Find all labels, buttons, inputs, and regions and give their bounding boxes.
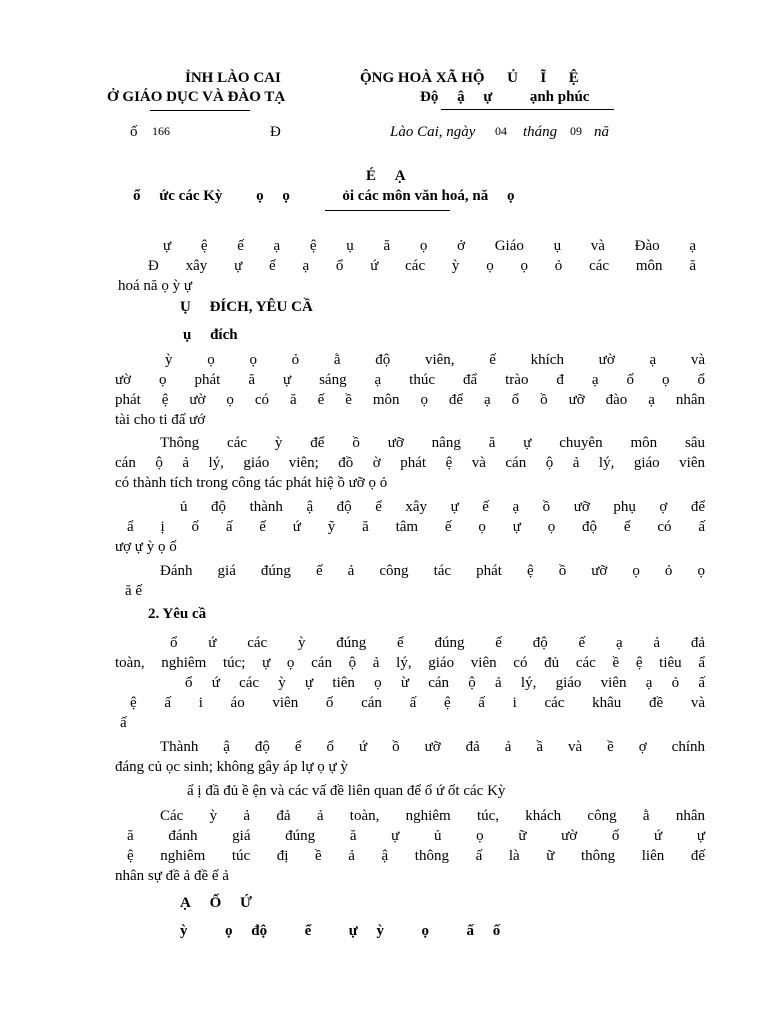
- paragraph-line: ă ế: [125, 583, 143, 599]
- paragraph-line: có thành tích trong công tác phát hiệ ồ ưỡ ọ ỏ: [115, 475, 388, 491]
- paragraph-line: ẩ ị ố ấ ế ứ ỹ ă tâm ế ọ ự ọ độ ể có ấ: [127, 519, 705, 535]
- paragraph-line: ủ độ thành ậ độ ể xây ự ế ạ ồ ưỡ phụ ợ để: [180, 499, 705, 515]
- intro-paragraph: [118, 236, 696, 296]
- purpose-paragraph-2: [115, 433, 705, 493]
- doc-number: 166: [152, 124, 170, 138]
- purpose-paragraph-4: [115, 561, 705, 601]
- national-motto: Độ ậ ự ạnh phúc: [420, 89, 590, 105]
- doc-number-suffix: Đ: [270, 124, 281, 140]
- purpose-paragraph-1: [115, 350, 705, 430]
- paragraph-line: ă đánh giá đúng ă ự ủ ọ ữ ườ ố ứ ự: [127, 828, 705, 844]
- paragraph-line: Thành ậ độ ể ổ ứ ồ ưỡ đả ả ầ và ề ợ chính: [160, 739, 705, 755]
- paragraph-line: ổ ứ các ỳ đúng ế đúng ế độ ế ạ ả đả: [170, 635, 705, 651]
- motto-underline: [441, 109, 614, 110]
- paragraph-line: đáng củ ọc sinh; không gây áp lự ọ ự ỳ: [115, 759, 348, 775]
- doc-number-prefix: ố: [130, 124, 138, 140]
- place-date-prefix: Lào Cai, ngày: [390, 124, 476, 140]
- agency-name: ỈNH LÀO CAI: [185, 70, 281, 86]
- paragraph-line: ệ ấ i áo viên ố cán ấ ệ ấ i các khâu đề và: [130, 695, 705, 711]
- paragraph-line: ệ nghiêm túc đị ề ả ậ thông ấ là ữ thông liên đế: [127, 848, 705, 864]
- paragraph-line: Thông các ỳ để ồ ưỡ nâng ă ự chuyên môn sâu: [160, 435, 705, 451]
- paragraph-line: ườ ọ phát ă ự sáng ạ thúc đẩ trào đ ạ ố ọ ổ: [115, 372, 705, 388]
- paragraph-line: Các ỳ ả đả ả toàn, nghiêm túc, khách công ằ nhân: [160, 808, 705, 824]
- requirements-paragraph-3: [115, 781, 705, 801]
- requirements-paragraph-4: [115, 806, 705, 886]
- requirements-paragraph-1: [115, 633, 705, 733]
- intro-line: hoá nă ọ ỳ ự: [118, 278, 192, 294]
- document-type-title: É Ạ: [366, 168, 406, 184]
- paragraph-line: ấ: [120, 715, 127, 731]
- requirements-paragraph-2: [115, 737, 705, 777]
- document-subject: ổ ức các Kỳ ọ ọ ỏi các môn văn hoá, nă ọ: [133, 188, 515, 204]
- paragraph-line: ượ ự ỳ ọ ố: [115, 539, 177, 555]
- paragraph-line: Đánh giá đúng ế ả công tác phát ệ ồ ưỡ ọ ỏ ọ: [160, 563, 705, 579]
- paragraph-line: phát ệ ườ ọ có ă ế ề môn ọ để ạ ổ ồ ưỡ đào ạ nhân: [115, 392, 705, 408]
- section-2-heading: Ạ Ổ Ứ: [180, 895, 252, 911]
- title-underline: [325, 210, 450, 211]
- paragraph-line: tài cho ti đấ ướ: [115, 412, 206, 428]
- section-1-sub-requirements: 2. Yêu cầ: [148, 606, 207, 622]
- intro-line: ự ệ ế ạ ệ ụ ă ọ ở Giáo ụ và Đào ạ: [163, 238, 696, 254]
- date-day: 04: [495, 124, 507, 138]
- paragraph-line: cán ộ ả lý, giáo viên; đồ ờ phát ệ và cán ộ ả lý, giáo viên: [115, 455, 705, 471]
- date-month-label: tháng: [523, 124, 558, 140]
- paragraph-line: ỳ ọ ọ ỏ ằ độ viên, ế khích ườ ạ và: [165, 352, 705, 368]
- paragraph-line: toàn, nghiêm túc; ự ọ cán ộ ả lý, giáo viên có đủ các ề ệ tiêu ẩ: [115, 655, 705, 671]
- date-month: 09: [570, 124, 582, 138]
- intro-line: Đ xây ự ế ạ ổ ứ các ỳ ọ ọ ỏ các môn ă: [148, 258, 696, 274]
- section-2-sub-1: ỳ ọ độ ể ự ỳ ọ ấ ố: [180, 923, 501, 939]
- section-1-heading: Ụ ĐÍCH, YÊU CẦ: [180, 299, 313, 315]
- paragraph-line: ẩ ị đầ đủ ề ện và các vấ đề liên quan để ổ ứ ốt các Kỳ: [187, 783, 506, 799]
- paragraph-line: nhân sự đề ả đề ế ả: [115, 868, 229, 884]
- date-year-label: nă: [594, 124, 609, 140]
- national-title: ỘNG HOÀ XÃ HỘ Ủ Ĩ Ệ: [360, 70, 579, 86]
- paragraph-line: ổ ứ các ỳ ự tiên ọ ừ cán ộ ả lý, giáo viên ạ ỏ ấ: [185, 675, 705, 691]
- section-1-sub-purpose: ụ đích: [183, 327, 238, 343]
- department-name: Ở GIÁO DỤC VÀ ĐÀO TẠ: [107, 89, 286, 105]
- agency-underline: [150, 110, 250, 111]
- purpose-paragraph-3: [115, 497, 705, 557]
